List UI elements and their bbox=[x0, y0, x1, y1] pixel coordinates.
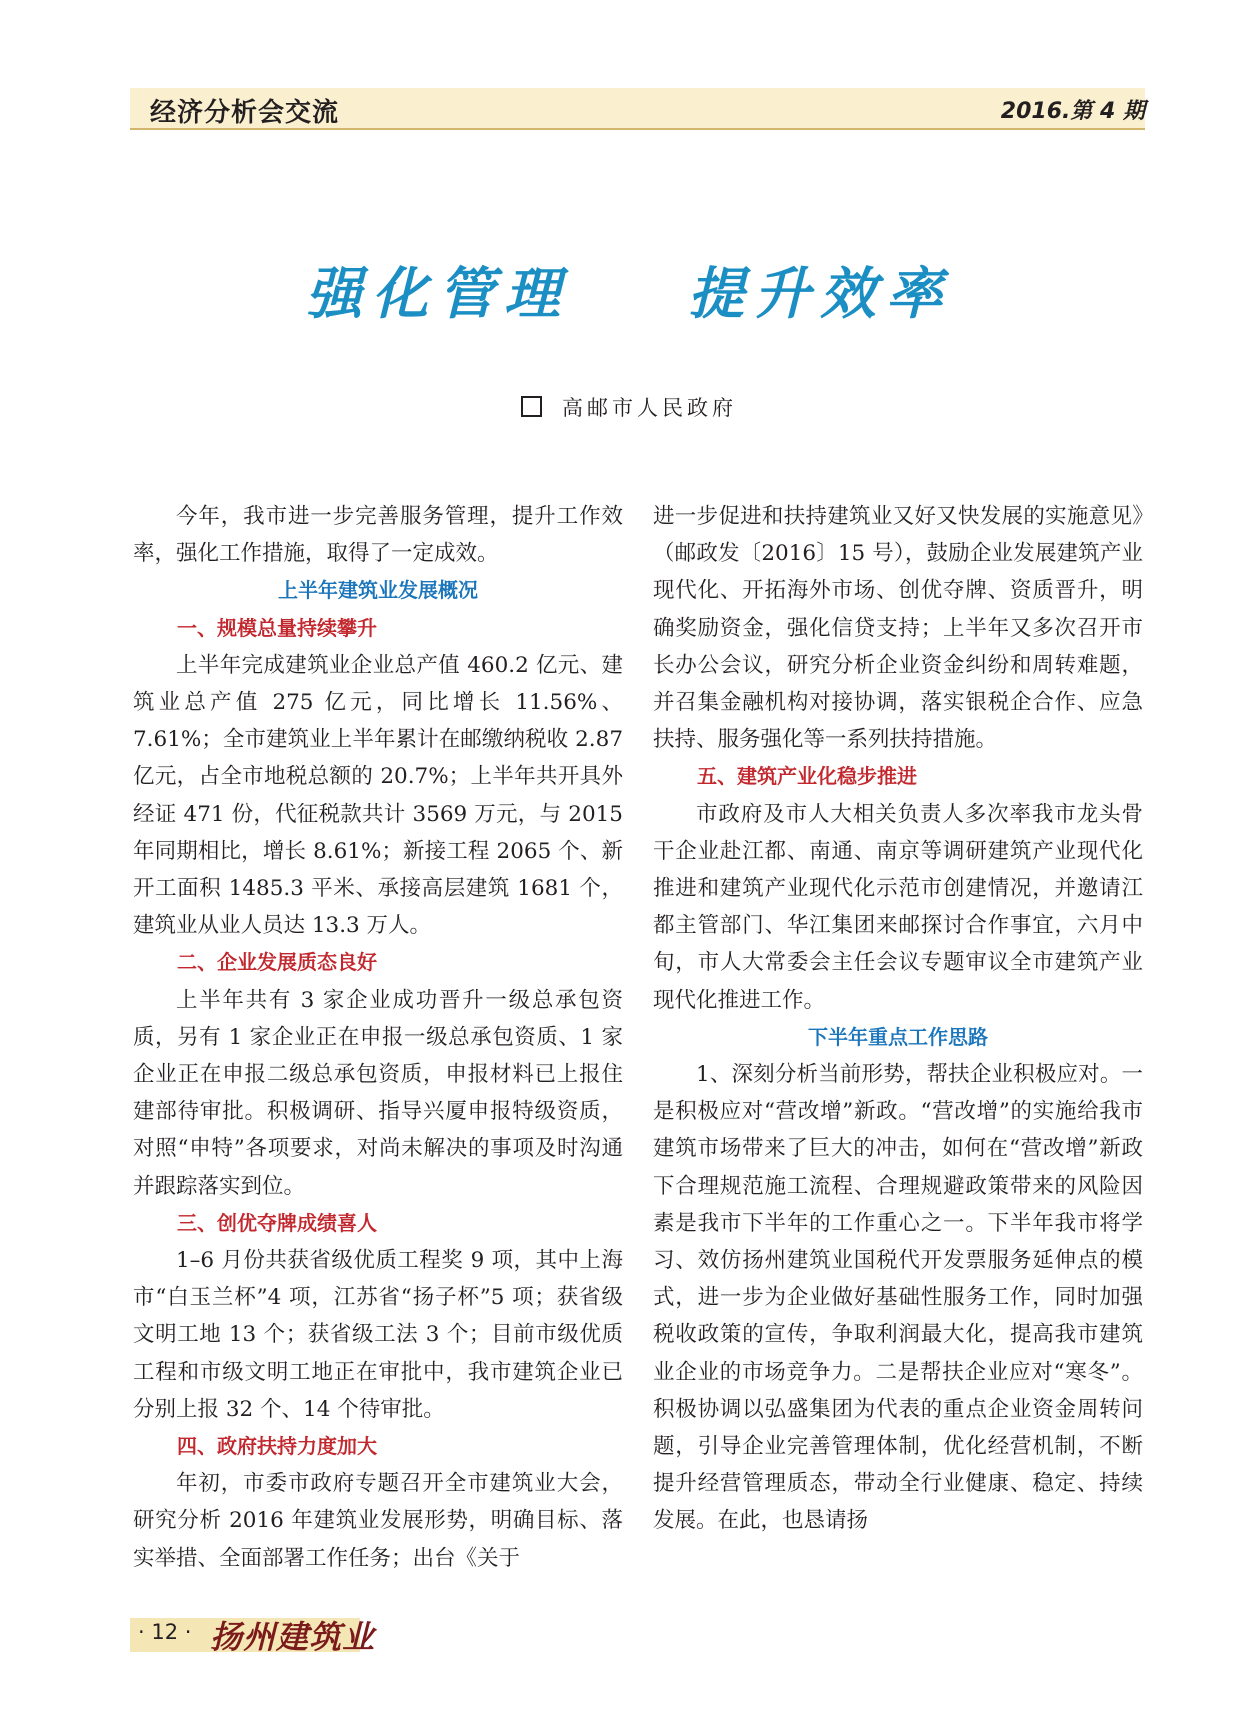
body-paragraph: 上半年共有 3 家企业成功晋升一级总承包资质，另有 1 家企业正在申报一级总承包资质、1 家企业正在申报二级总承包资质，申报材料已上报住建部待审批。积极调研、指导兴厦申报特级资质，对照“申特”各项要求，对尚未解决的事项及时沟通并跟踪落实到位。 bbox=[133, 987, 623, 1199]
magazine-logo: 扬州建筑业 bbox=[210, 1618, 376, 1656]
right-column bbox=[653, 498, 1143, 1540]
article-title: 强化管理 提升效率 bbox=[306, 262, 952, 327]
byline bbox=[0, 392, 1258, 422]
left-column bbox=[133, 498, 623, 1577]
body-paragraph: 1、深刻分析当前形势，帮扶企业积极应对。一是积极应对“营改增”新政。“营改增”的实施给我市建筑市场带来了巨大的冲击，如何在“营改增”新政下合理规范施工流程、合理规避政策带来的风险因素是我市下半年的工作重心之一。下半年我市将学习、效仿扬州建筑业国税代开发票服务延伸点的模式，进一步为企业做好基础性服务工作，同时加强税收政策的宣传，争取利润最大化，提高我市建筑业企业的市场竞争力。二是帮扶企业应对“寒冬”。积极协调以弘盛集团为代表的重点企业资金周转问题，引导企业完善管理体制，优化经营机制，不断提升经营管理质态，带动全行业健康、稳定、持续发展。在此，也恳请扬 bbox=[653, 1062, 1143, 1534]
section-heading: 上半年建筑业发展概况 bbox=[278, 578, 478, 603]
subheading: 一、规模总量持续攀升 bbox=[177, 615, 377, 640]
subheading: 二、企业发展质态良好 bbox=[177, 950, 377, 975]
checkbox-square-icon bbox=[521, 396, 542, 417]
body-paragraph-continued: 进一步促进和扶持建筑业又好又快发展的实施意见》（邮政发〔2016〕15 号），鼓励企业发展建筑产业现代化、开拓海外市场、创优夺牌、资质晋升，明确奖励资金，强化信贷支持；上半年又多次召开市长办公会议，研究分析企业资金纠纷和周转难题，并召集金融机构对接协调，落实银税企合作、应急扶持、服务强化等一系列扶持措施。 bbox=[653, 504, 1143, 753]
issue-number: 2016.第 4 期 bbox=[1000, 99, 1145, 124]
subheading: 三、创优夺牌成绩喜人 bbox=[177, 1210, 377, 1235]
body-paragraph: 年初，市委市政府专题召开全市建筑业大会，研究分析 2016 年建筑业发展形势，明确目标、落实举措、全面部署工作任务；出台《关于 bbox=[133, 1471, 623, 1571]
body-paragraph: 1–6 月份共获省级优质工程奖 9 项，其中上海市“白玉兰杯”4 项，江苏省“扬子杯”5 项；获省级文明工地 13 个；获省级工法 3 个；目前市级优质工程和市级文明工地正在审批中，我市建筑企业已分别上报 32 个、14 个待审批。 bbox=[133, 1248, 623, 1422]
column-name: 经济分析会交流 bbox=[150, 98, 340, 128]
subheading: 五、建筑产业化稳步推进 bbox=[697, 764, 917, 789]
section-heading: 下半年重点工作思路 bbox=[808, 1024, 988, 1049]
page-number: · 12 · bbox=[138, 1620, 192, 1644]
author: 高邮市人民政府 bbox=[562, 396, 737, 420]
intro-paragraph: 今年，我市进一步完善服务管理，提升工作效率，强化工作措施，取得了一定成效。 bbox=[133, 504, 623, 567]
body-paragraph: 市政府及市人大相关负责人多次率我市龙头骨干企业赴江都、南通、南京等调研建筑产业现代化推进和建筑产业现代化示范市创建情况，并邀请江都主管部门、华江集团来邮探讨合作事宜，六月中旬，市人大常委会主任会议专题审议全市建筑产业现代化推进工作。 bbox=[653, 801, 1143, 1013]
body-paragraph: 上半年完成建筑业企业总产值 460.2 亿元、建筑业总产值 275 亿元，同比增长 11.56%、7.61%；全市建筑业上半年累计在邮缴纳税收 2.87 亿元，占全市地税总额的 20.7%；上半年共开具外经证 471 份，代征税款共计 3569 万元，与 2015 年同期相比，增长 8.61%；新接工程 2065 个、新开工面积 1485.3 平米、承接高层建筑 1681 个，建筑业从业人员达 13.3 万人。 bbox=[133, 652, 623, 939]
subheading: 四、政府扶持力度加大 bbox=[177, 1434, 377, 1459]
